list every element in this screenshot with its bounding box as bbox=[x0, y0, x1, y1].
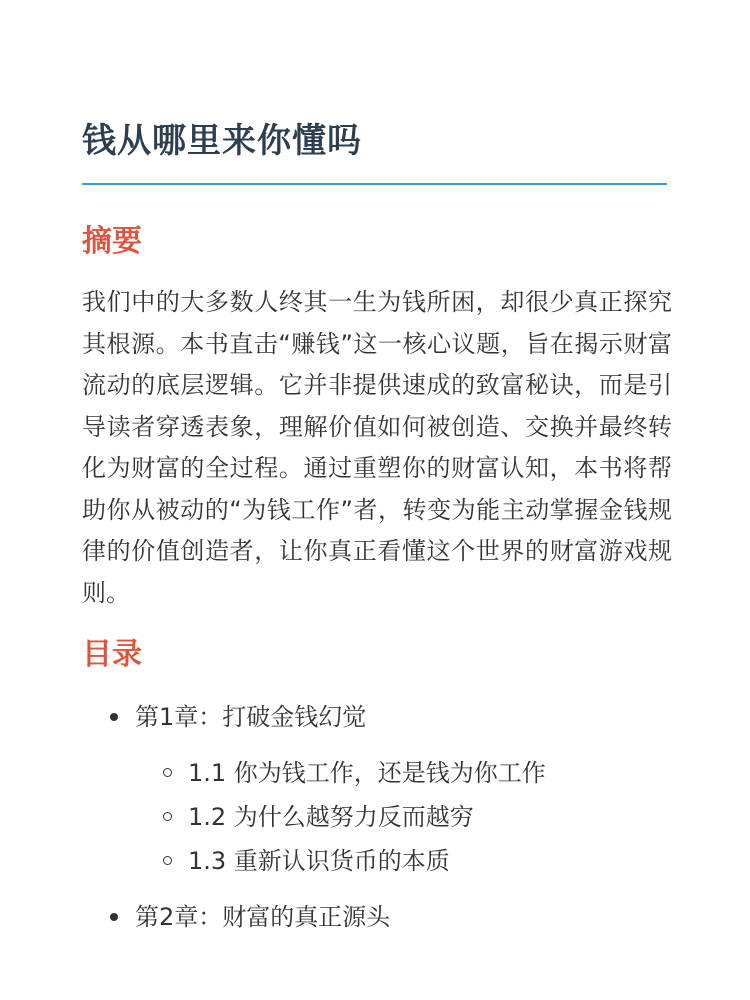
summary-paragraph: 我们中的大多数人终其一生为钱所困，却很少真正探究其根源。本书直击“赚钱”这一核心议题，旨在揭示财富流动的底层逻辑。它并非提供速成的致富秘诀，而是引导读者穿透表象，理解价值如何被创造、交换并最终转化为财富的全过程。通过重塑你的财富认知，本书将帮助你从被动的“为钱工作”者，转变为能主动掌握金钱规律的价值创造者，让你真正看懂这个世界的财富游戏规则。 bbox=[82, 288, 672, 607]
toc-chapter-2: 第2章：财富的真正源头 bbox=[135, 900, 390, 934]
title-divider bbox=[82, 183, 667, 185]
document-title: 钱从哪里来你懂吗 bbox=[82, 121, 362, 161]
toc-section-1-3: 1.3 重新认识货币的本质 bbox=[188, 844, 450, 878]
summary-heading: 摘要 bbox=[82, 224, 142, 259]
toc-heading: 目录 bbox=[82, 637, 142, 672]
toc-chapter-1: 第1章：打破金钱幻觉 bbox=[135, 700, 366, 734]
toc-section-1-2: 1.2 为什么越努力反而越穷 bbox=[188, 800, 474, 834]
toc-section-1-1: 1.1 你为钱工作，还是钱为你工作 bbox=[188, 756, 546, 790]
